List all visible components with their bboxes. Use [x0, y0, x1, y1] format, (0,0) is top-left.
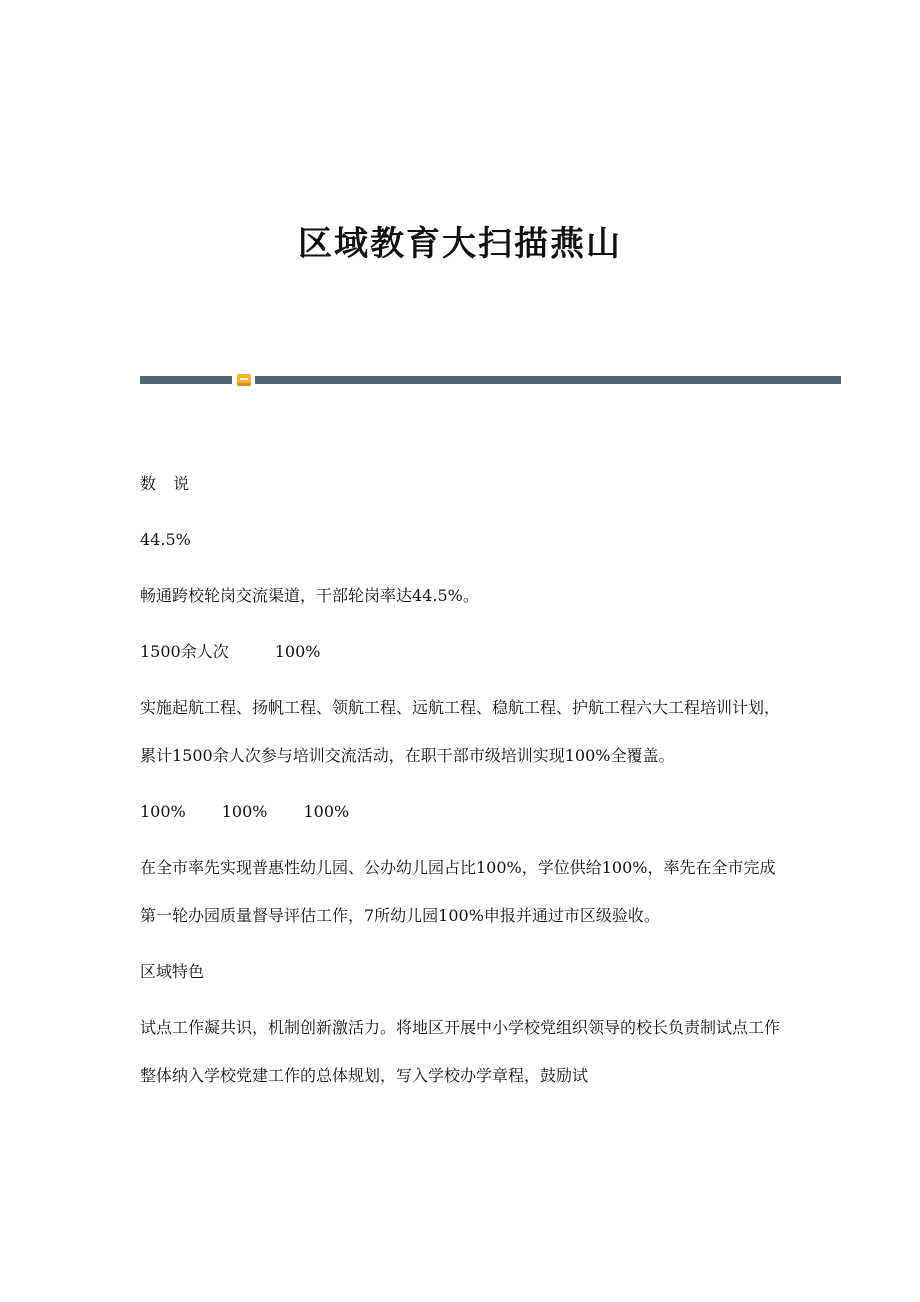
stat-kindergarten-1: 100%	[140, 802, 186, 821]
stat-kindergarten-3: 100%	[303, 802, 350, 821]
stat-training-coverage: 100%	[274, 642, 321, 661]
section-heading-data: 数 说	[140, 474, 196, 493]
paragraph-kindergarten: 在全市率先实现普惠性幼儿园、公办幼儿园占比100%，学位供给100%，率先在全市完成第一轮办园质量督导评估工作，7所幼儿园100%申报并通过市区级验收。	[140, 858, 776, 925]
title-divider	[140, 374, 841, 386]
stat-row-kindergarten	[140, 800, 780, 824]
paragraph-features: 试点工作凝共识，机制创新激活力。将地区开展中小学校党组织领导的校长负责制试点工作整体纳入学校党建工作的总体规划，写入学校办学章程，鼓励试	[140, 1018, 781, 1085]
divider-ornament-icon	[237, 374, 251, 386]
section-heading-features: 区域特色	[140, 962, 205, 981]
paragraph-rotation: 畅通跨校轮岗交流渠道，干部轮岗率达44.5%。	[140, 586, 479, 605]
stat-training-count: 1500余人次	[140, 642, 229, 661]
paragraph-training: 实施起航工程、扬帆工程、领航工程、远航工程、稳航工程、护航工程六大工程培训计划，累计1500余人次参与培训交流活动，在职干部市级培训实现100%全覆盖。	[140, 698, 781, 765]
divider-left-bar	[140, 376, 232, 384]
page-title: 区域教育大扫描燕山	[298, 224, 622, 264]
divider-right-bar	[255, 376, 841, 384]
stat-kindergarten-2: 100%	[221, 802, 268, 821]
document-body	[140, 472, 780, 1120]
stat-row-training	[140, 640, 780, 664]
stat-rotation-rate: 44.5%	[140, 530, 191, 549]
